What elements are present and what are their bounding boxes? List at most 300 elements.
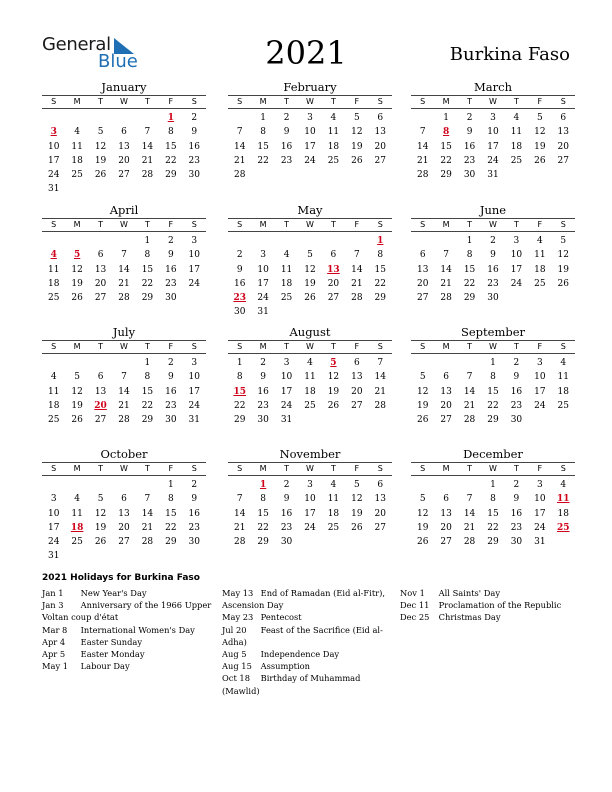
month-december — [411, 447, 575, 549]
day-cell: 26 — [94, 537, 107, 548]
weekday-label: T — [467, 97, 472, 106]
day-cell: 18 — [304, 386, 316, 397]
weekday-label: W — [120, 464, 128, 473]
day-cell: 25 — [327, 155, 340, 166]
empty-cell — [136, 111, 159, 125]
day-cell: 17 — [257, 278, 269, 289]
day-cell: 29 — [487, 537, 499, 548]
day-cell: 12 — [557, 250, 569, 261]
day-cell: 13 — [557, 127, 569, 138]
day-cell: 20 — [118, 155, 130, 166]
day-cell: 11 — [71, 141, 83, 152]
weekday-label: F — [537, 464, 543, 473]
day-cell: 8 — [144, 250, 151, 261]
weekday-label: F — [537, 342, 543, 351]
day-cell: 22 — [233, 400, 246, 411]
weekday-label: F — [354, 220, 360, 229]
day-cell: 3 — [260, 250, 266, 261]
day-cell: 6 — [330, 250, 337, 261]
day-cell: 31 — [487, 170, 499, 181]
day-cell: 14 — [233, 508, 246, 519]
day-cell: 28 — [440, 293, 452, 304]
day-cell: 19 — [416, 400, 429, 411]
day-cell: 31 — [257, 307, 269, 318]
day-cell: 25 — [510, 155, 523, 166]
day-cell: 30 — [257, 415, 269, 426]
empty-cell — [112, 478, 135, 492]
weekday-label: T — [284, 97, 289, 106]
day-cell: 13 — [118, 141, 130, 152]
day-cell: 5 — [536, 113, 543, 123]
day-cell: 5 — [307, 250, 313, 261]
day-cell: 16 — [233, 278, 246, 289]
day-cell: 15 — [165, 141, 177, 152]
holiday-day: 5 — [330, 358, 337, 368]
day-cell: 7 — [121, 372, 127, 383]
month-name: January — [101, 80, 147, 94]
day-cell: 27 — [416, 293, 429, 304]
empty-cell — [434, 356, 457, 370]
month-name: May — [297, 203, 323, 217]
weekday-label: F — [354, 97, 360, 106]
holiday-name: Anniversary of the 1966 Upper Voltan coup d'état — [42, 600, 212, 623]
holiday-day: 13 — [327, 264, 340, 275]
day-cell: 18 — [47, 278, 60, 289]
month-name: June — [479, 203, 507, 217]
weekday-header — [411, 218, 575, 232]
day-cell: 24 — [510, 278, 523, 289]
weekday-label: T — [513, 220, 519, 229]
day-cell: 14 — [351, 264, 363, 275]
day-grid — [228, 111, 392, 182]
day-cell: 18 — [47, 400, 60, 411]
day-cell: 13 — [374, 494, 386, 505]
weekday-label: S — [51, 97, 57, 106]
holiday-entry — [42, 648, 212, 660]
day-cell: 29 — [165, 170, 177, 181]
day-cell: 24 — [47, 537, 60, 548]
day-cell: 25 — [534, 278, 546, 289]
weekday-label: S — [377, 342, 383, 351]
day-cell: 3 — [536, 358, 543, 368]
day-cell: 8 — [466, 250, 473, 261]
holiday-name: All Saints' Day — [438, 588, 501, 598]
day-cell: 18 — [510, 141, 523, 152]
day-cell: 3 — [490, 113, 496, 123]
day-cell: 22 — [463, 278, 476, 289]
day-cell: 6 — [353, 358, 360, 368]
day-cell: 17 — [304, 508, 316, 519]
weekday-label: F — [354, 464, 360, 473]
day-cell: 30 — [463, 170, 476, 181]
holiday-entry — [400, 611, 570, 623]
day-cell: 16 — [463, 141, 476, 152]
day-cell: 2 — [490, 236, 496, 246]
day-cell: 11 — [534, 250, 546, 261]
empty-cell — [65, 234, 88, 248]
day-cell: 6 — [121, 494, 127, 505]
weekday-label: S — [237, 464, 243, 473]
empty-cell — [228, 478, 251, 492]
day-cell: 6 — [121, 127, 127, 138]
empty-cell — [42, 234, 65, 248]
day-cell: 26 — [71, 293, 83, 304]
day-cell: 10 — [280, 372, 293, 383]
weekday-label: T — [467, 220, 472, 229]
month-april — [42, 203, 206, 305]
holiday-entry — [42, 660, 212, 672]
holiday-date: Dec 25 — [400, 612, 430, 623]
day-cell: 9 — [283, 127, 290, 138]
weekday-label: F — [537, 220, 543, 229]
day-cell: 15 — [141, 386, 154, 397]
day-cell: 26 — [416, 537, 429, 548]
holiday-column-2 — [222, 587, 392, 697]
holiday-day: 4 — [50, 250, 57, 261]
holiday-name: Pentecost — [260, 612, 302, 623]
weekday-label: F — [168, 220, 174, 229]
weekday-label: T — [144, 464, 150, 473]
day-cell: 24 — [280, 400, 293, 411]
month-march — [411, 80, 575, 182]
weekday-label: W — [306, 220, 314, 229]
day-cell: 2 — [466, 113, 473, 123]
empty-cell — [65, 356, 88, 370]
holiday-day: 25 — [557, 522, 570, 533]
day-cell: 5 — [353, 113, 360, 123]
holiday-entry — [222, 624, 392, 648]
day-cell: 27 — [440, 415, 452, 426]
weekday-label: S — [420, 220, 426, 229]
day-cell: 27 — [94, 415, 107, 426]
day-cell: 17 — [188, 386, 200, 397]
day-cell: 4 — [283, 250, 290, 261]
day-cell: 27 — [374, 522, 386, 533]
weekday-label: T — [467, 342, 472, 351]
day-cell: 31 — [188, 415, 200, 426]
day-cell: 11 — [71, 508, 83, 519]
month-july — [42, 325, 206, 427]
day-cell: 23 — [280, 522, 293, 533]
day-cell: 10 — [188, 372, 200, 383]
day-grid — [411, 111, 575, 182]
holiday-entry — [42, 636, 212, 648]
day-cell: 20 — [416, 278, 429, 289]
empty-cell — [298, 234, 321, 248]
day-cell: 6 — [377, 480, 384, 490]
day-cell: 23 — [188, 522, 200, 533]
day-cell: 29 — [233, 415, 246, 426]
day-grid — [411, 478, 575, 549]
empty-cell — [65, 478, 88, 492]
day-cell: 23 — [280, 155, 293, 166]
day-cell: 1 — [260, 113, 266, 123]
day-cell: 19 — [94, 522, 107, 533]
day-cell: 10 — [487, 127, 499, 138]
day-cell: 14 — [233, 141, 246, 152]
day-cell: 4 — [330, 113, 337, 123]
day-cell: 20 — [94, 278, 107, 289]
weekday-label: F — [537, 97, 543, 106]
day-cell: 22 — [487, 522, 499, 533]
day-cell: 2 — [513, 358, 520, 368]
weekday-label: S — [560, 220, 566, 229]
holiday-date: May 13 — [222, 588, 254, 598]
day-cell: 4 — [560, 358, 567, 368]
day-cell: 16 — [188, 508, 200, 519]
day-cell: 3 — [191, 236, 198, 246]
weekday-label: W — [489, 220, 497, 229]
weekday-label: T — [330, 342, 336, 351]
day-cell: 20 — [374, 508, 386, 519]
day-grid — [42, 478, 206, 564]
holiday-entry — [400, 587, 570, 599]
day-cell: 25 — [557, 400, 569, 411]
day-cell: 24 — [487, 155, 499, 166]
month-august — [228, 325, 392, 427]
weekday-header — [42, 218, 206, 232]
day-cell: 14 — [463, 508, 476, 519]
day-grid — [411, 356, 575, 427]
day-cell: 11 — [280, 264, 293, 275]
day-cell: 15 — [440, 141, 452, 152]
day-cell: 28 — [463, 415, 476, 426]
day-cell: 8 — [260, 494, 266, 505]
brand-blue: Blue — [98, 51, 138, 72]
day-cell: 23 — [165, 400, 177, 411]
day-cell: 3 — [191, 358, 198, 368]
day-cell: 21 — [440, 278, 452, 289]
country-name: Burkina Faso — [449, 44, 570, 65]
day-cell: 7 — [144, 127, 151, 138]
day-cell: 18 — [71, 155, 83, 166]
empty-cell — [275, 234, 298, 248]
day-cell: 13 — [351, 372, 363, 383]
day-cell: 25 — [327, 522, 340, 533]
day-cell: 7 — [236, 494, 243, 505]
day-cell: 1 — [490, 358, 496, 368]
day-cell: 26 — [71, 415, 83, 426]
day-cell: 13 — [94, 264, 107, 275]
holiday-day: 18 — [70, 522, 84, 533]
holiday-name: New Year's Day — [80, 588, 147, 598]
day-cell: 24 — [257, 293, 269, 304]
day-cell: 17 — [534, 508, 546, 519]
day-cell: 6 — [97, 250, 104, 261]
day-cell: 2 — [167, 236, 174, 246]
day-grid — [42, 356, 206, 427]
day-cell: 18 — [327, 141, 340, 152]
day-cell: 16 — [257, 386, 269, 397]
day-cell: 5 — [97, 494, 104, 505]
weekday-label: F — [168, 464, 174, 473]
day-cell: 6 — [560, 113, 567, 123]
empty-cell — [89, 234, 112, 248]
holiday-entry — [400, 599, 570, 611]
day-cell: 19 — [94, 155, 107, 166]
day-cell: 19 — [534, 141, 546, 152]
day-cell: 4 — [307, 358, 313, 368]
weekday-label: F — [354, 342, 360, 351]
day-cell: 17 — [304, 141, 316, 152]
day-cell: 20 — [557, 141, 569, 152]
weekday-label: S — [560, 97, 566, 106]
holiday-date: May 1 — [42, 661, 69, 672]
weekday-header — [228, 462, 392, 476]
day-cell: 21 — [141, 522, 154, 533]
day-cell: 9 — [490, 250, 496, 261]
holiday-name: Feast of the Sacrifice (Eid al-Adha) — [222, 624, 383, 647]
day-cell: 27 — [94, 293, 107, 304]
day-cell: 28 — [351, 293, 363, 304]
weekday-label: T — [144, 220, 150, 229]
day-cell: 9 — [260, 372, 266, 383]
day-cell: 12 — [416, 508, 429, 519]
day-cell: 3 — [50, 494, 57, 505]
day-cell: 23 — [165, 278, 177, 289]
day-cell: 31 — [280, 415, 293, 426]
holiday-date: Aug 15 — [222, 661, 252, 672]
day-cell: 5 — [353, 480, 360, 490]
day-cell: 5 — [419, 494, 426, 505]
day-cell: 25 — [304, 400, 316, 411]
weekday-label: M — [442, 342, 450, 351]
day-cell: 20 — [374, 141, 386, 152]
weekday-label: S — [51, 464, 57, 473]
day-cell: 16 — [280, 141, 293, 152]
day-cell: 24 — [304, 522, 316, 533]
day-cell: 14 — [118, 386, 130, 397]
day-cell: 28 — [233, 537, 246, 548]
weekday-header — [228, 95, 392, 109]
holiday-entry — [222, 611, 392, 623]
day-cell: 16 — [165, 386, 177, 397]
holiday-column-1 — [42, 587, 212, 672]
weekday-label: M — [259, 464, 267, 473]
month-may — [228, 203, 392, 320]
day-cell: 31 — [534, 537, 546, 548]
holiday-entry — [222, 587, 392, 611]
weekday-label: T — [513, 97, 519, 106]
day-cell: 9 — [191, 127, 198, 138]
weekday-label: T — [513, 342, 519, 351]
weekday-label: M — [73, 464, 81, 473]
empty-cell — [65, 111, 88, 125]
day-cell: 16 — [165, 264, 177, 275]
weekday-label: S — [377, 464, 383, 473]
day-cell: 1 — [236, 358, 243, 368]
weekday-header — [42, 462, 206, 476]
weekday-label: S — [191, 342, 197, 351]
day-cell: 4 — [560, 480, 567, 490]
day-cell: 11 — [47, 386, 60, 397]
weekday-label: S — [420, 464, 426, 473]
day-cell: 17 — [534, 386, 546, 397]
day-cell: 8 — [144, 372, 151, 383]
weekday-label: M — [73, 97, 81, 106]
holiday-name: Proclamation of the Republic — [438, 600, 562, 611]
day-cell: 12 — [94, 141, 107, 152]
day-cell: 29 — [257, 537, 269, 548]
day-cell: 24 — [188, 400, 200, 411]
day-cell: 13 — [440, 508, 452, 519]
holiday-name: International Women's Day — [80, 624, 195, 635]
day-cell: 11 — [510, 127, 523, 138]
day-cell: 23 — [257, 400, 269, 411]
holiday-date: May 23 — [222, 612, 254, 623]
day-cell: 1 — [144, 236, 151, 246]
weekday-label: W — [489, 97, 497, 106]
day-cell: 30 — [487, 293, 499, 304]
weekday-label: T — [284, 220, 289, 229]
weekday-label: S — [191, 464, 197, 473]
day-cell: 15 — [165, 508, 177, 519]
weekday-label: S — [237, 342, 243, 351]
empty-cell — [42, 478, 65, 492]
day-cell: 7 — [419, 127, 426, 138]
day-cell: 21 — [463, 400, 476, 411]
day-cell: 28 — [118, 415, 130, 426]
day-cell: 24 — [304, 155, 316, 166]
day-cell: 22 — [257, 155, 269, 166]
weekday-label: M — [259, 97, 267, 106]
day-cell: 11 — [47, 264, 60, 275]
day-cell: 9 — [283, 494, 290, 505]
day-cell: 19 — [351, 508, 363, 519]
day-cell: 2 — [513, 480, 520, 490]
day-cell: 11 — [557, 372, 569, 383]
empty-cell — [251, 234, 274, 248]
day-cell: 30 — [165, 293, 177, 304]
empty-cell — [411, 478, 434, 492]
weekday-header — [411, 95, 575, 109]
weekday-label: S — [51, 220, 57, 229]
day-cell: 23 — [188, 155, 200, 166]
weekday-header — [228, 340, 392, 354]
holiday-entry — [42, 587, 212, 599]
day-cell: 16 — [188, 141, 200, 152]
day-cell: 30 — [510, 415, 523, 426]
day-cell: 22 — [257, 522, 269, 533]
day-cell: 10 — [510, 250, 523, 261]
holiday-name: Labour Day — [80, 661, 130, 672]
day-grid — [228, 478, 392, 549]
day-cell: 2 — [167, 358, 174, 368]
month-name: April — [109, 203, 139, 217]
empty-cell — [112, 356, 135, 370]
month-name: September — [460, 325, 526, 339]
day-cell: 20 — [327, 278, 340, 289]
holiday-name: Easter Monday — [80, 649, 145, 660]
empty-cell — [411, 234, 434, 248]
day-cell: 9 — [167, 372, 174, 383]
weekday-label: M — [442, 97, 450, 106]
weekday-label: S — [237, 97, 243, 106]
day-cell: 29 — [463, 293, 476, 304]
day-cell: 5 — [74, 372, 80, 383]
empty-cell — [89, 111, 112, 125]
weekday-header — [42, 340, 206, 354]
day-cell: 13 — [118, 508, 130, 519]
day-cell: 26 — [557, 278, 569, 289]
day-cell: 15 — [487, 386, 499, 397]
day-cell: 8 — [377, 250, 384, 261]
weekday-label: T — [284, 464, 289, 473]
empty-cell — [112, 234, 135, 248]
day-cell: 4 — [50, 372, 57, 383]
day-cell: 1 — [466, 236, 473, 246]
day-cell: 21 — [416, 155, 429, 166]
